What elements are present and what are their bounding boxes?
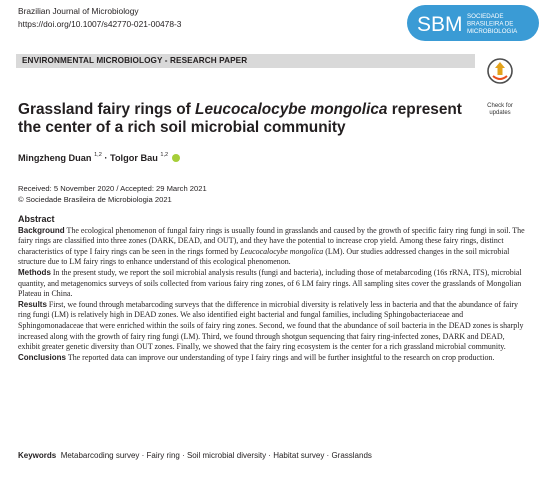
background-text-end: (LM). Our studies addressed changes in the soil microbial structure due to LM fairy rings to enhance understand of this ecological phenomenon. <box>18 246 510 267</box>
title-part1: Grassland fairy rings of <box>18 101 196 118</box>
author-list <box>18 153 180 163</box>
abstract-conclusions <box>18 353 528 364</box>
methods-text: In the present study, we report the soil microbial analysis results (fungi and bacteria), including those of metabarcoding (16s rRNA, ITS), microbial quantity, and metagenomics surveys of soils collected from various fairy ring zones, of 6 LM fairy rings. All sampling sites cover the grasslands of Mongolian Plateau in China. <box>18 267 522 299</box>
author-name[interactable]: Mingzheng Duan <box>18 153 92 164</box>
paper-title <box>18 101 488 137</box>
updates-line1: Check for <box>487 103 513 109</box>
background-label: Background <box>18 225 65 235</box>
conclusions-label: Conclusions <box>18 352 67 362</box>
title-part2: represent the center of a rich soil microbial community <box>18 101 462 136</box>
background-species: Leucocalocybe mongolica <box>240 246 324 256</box>
results-text: First, we found through metabarcoding surveys that the difference in microbial diversity is relatively less in bacteria and that the abundance of fairy ring fungi (LM) is relatively high in DEAD zones. We also identified eight bacterial and fungal families, including Sphingobacteriaceae and Sphingomonadaceae that were enriched within the soils of fairy ring zones. Second, we found that the abundance of soil bacteria in the DEAD zones is sharply increased along with the growth of fairy ring fungi (LM). Third, we found through shotgun sequencing that fairy ring-infected zones, DARK and DEAD, exhibit greater genetic diversity than OUT zones. Finally, we showed that the fairy ring ecosystem is the center for a rich grassland microbial community. <box>18 299 524 352</box>
doi-link[interactable]: https://doi.org/10.1007/s42770-021-00478-3 <box>18 19 182 29</box>
sbm-logo <box>407 5 539 41</box>
author-affiliation: 1,2 <box>94 152 102 158</box>
check-for-updates-icon[interactable] <box>485 56 515 100</box>
article-dates <box>18 184 207 205</box>
section-bar <box>16 54 475 68</box>
background-text: The ecological phenomenon of fungal fairy rings is usually found in grasslands and caused by the growth of specific fairy ring fungi in soil. The fairy rings are classified into three zones (DARK, DEAD, and OUT), and they have the potential to increase crop yield. Among these fairy rings, distinct characteristics of type I fairy rings can be seen in the rings formed by <box>18 225 525 256</box>
methods-label: Methods <box>18 267 51 277</box>
received-accepted: Received: 5 November 2020 / Accepted: 29 March 2021 <box>18 184 207 193</box>
results-label: Results <box>18 299 47 309</box>
logo-line3: MICROBIOLOGIA <box>467 28 518 35</box>
keywords-text: Metabarcoding survey · Fairy ring · Soil microbial diversity · Habitat survey · Grasslands <box>60 451 372 460</box>
section-label: ENVIRONMENTAL MICROBIOLOGY - RESEARCH PAPER <box>22 56 248 65</box>
author-affiliation: 1,2 <box>160 152 169 158</box>
keywords-label: Keywords <box>18 451 57 460</box>
abstract-background <box>18 226 528 268</box>
abstract-heading: Abstract <box>18 214 55 224</box>
title-species: Leucocalocybe mongolica <box>195 101 388 118</box>
logo-line1: SOCIEDADE <box>467 13 504 20</box>
journal-name: Brazilian Journal of Microbiology <box>18 6 139 16</box>
logo-line2: BRASILEIRA DE <box>467 20 514 28</box>
abstract-results <box>18 300 528 353</box>
author-separator: · <box>101 153 111 164</box>
orcid-icon[interactable] <box>172 154 180 162</box>
abstract-methods <box>18 268 528 300</box>
conclusions-text: The reported data can improve our understanding of type I fairy rings and will be further insightful to the research on crop production. <box>67 352 495 362</box>
logo-abbr: SBM <box>417 13 463 36</box>
copyright: © Sociedade Brasileira de Microbiologia 2021 <box>18 194 172 204</box>
keywords <box>18 451 528 460</box>
abstract <box>18 214 528 363</box>
updates-line2: updates <box>489 110 511 116</box>
author-name[interactable]: Tolgor Bau <box>110 153 158 164</box>
